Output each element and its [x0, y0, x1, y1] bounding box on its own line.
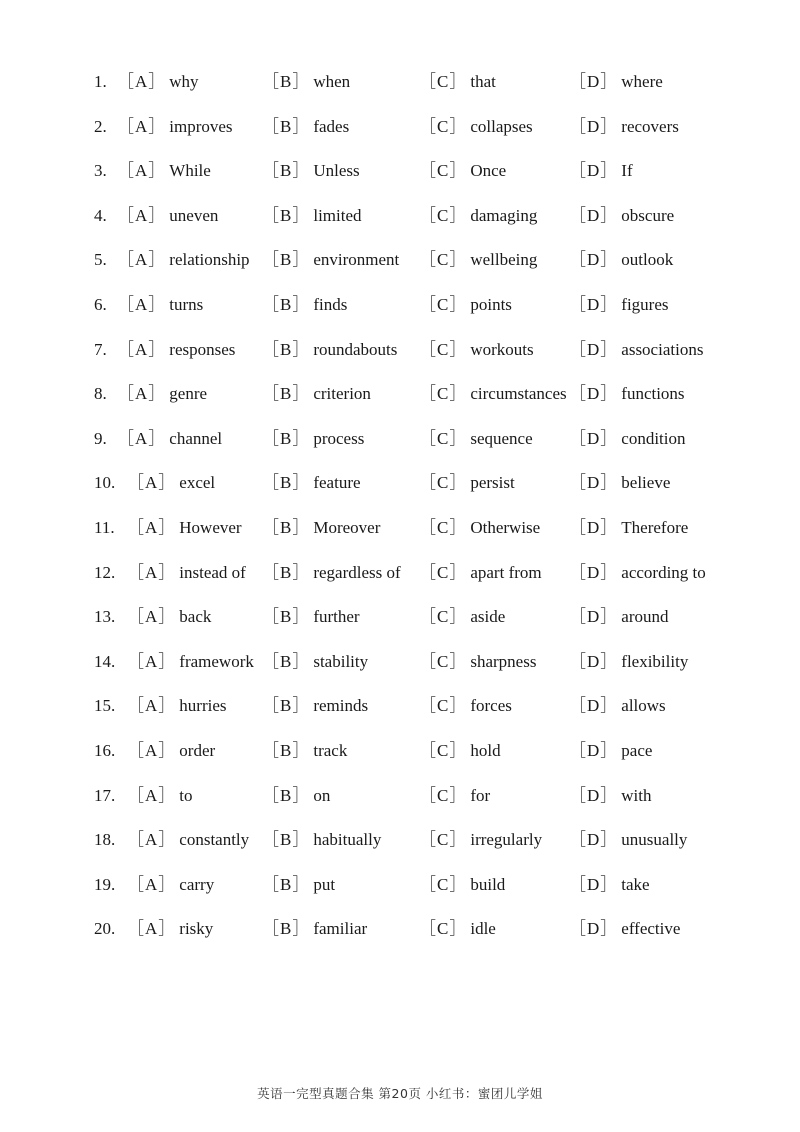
option-letter: ［ A ］: [117, 384, 169, 403]
option-text: reminds: [313, 696, 369, 716]
option-d: [569, 863, 650, 908]
option-text: channel: [169, 428, 223, 448]
option-c: [419, 551, 542, 596]
option-d: [569, 907, 680, 952]
option-text: why: [169, 72, 199, 91]
option-text: damaging: [470, 205, 538, 225]
option-letter: ［ A ］: [117, 117, 169, 136]
option-text: functions: [621, 384, 685, 404]
option-letter: ［ B ］: [262, 72, 313, 91]
option-text: uneven: [169, 205, 219, 225]
option-letter: ［ A ］: [117, 206, 169, 225]
option-b: [262, 640, 368, 685]
question-list: [0, 60, 800, 952]
option-d: [569, 461, 670, 506]
option-d: [569, 729, 652, 774]
option-letter: ［ B ］: [262, 830, 313, 849]
option-letter: ［ B ］: [262, 473, 313, 492]
question-number: 2.: [94, 116, 107, 136]
option-text: instead of: [179, 562, 246, 582]
option-a: [117, 60, 199, 105]
option-b: [262, 283, 347, 328]
option-letter: ［ D ］: [569, 696, 621, 715]
option-letter: ［ A ］: [117, 250, 169, 269]
option-text: effective: [621, 919, 681, 939]
option-text: constantly: [179, 830, 250, 850]
question-row: [0, 506, 800, 551]
question-row: [0, 551, 800, 596]
option-c: [419, 640, 536, 685]
option-text: roundabouts: [313, 339, 398, 359]
option-letter: ［ C ］: [419, 919, 470, 938]
option-letter: ［ B ］: [262, 563, 313, 582]
option-text: figures: [621, 294, 669, 314]
option-a: [127, 461, 215, 506]
option-a: [117, 238, 250, 283]
question-row: [0, 238, 800, 283]
question-number: 11.: [94, 517, 115, 537]
option-text: hold: [470, 740, 501, 760]
question-row: [0, 640, 800, 685]
option-c: [419, 372, 567, 417]
option-d: [569, 640, 688, 685]
option-letter: ［ C ］: [419, 340, 470, 359]
option-letter: ［ A ］: [127, 473, 179, 492]
option-letter: ［ D ］: [569, 295, 621, 314]
option-d: [569, 105, 679, 150]
question-row: [0, 194, 800, 239]
option-text: track: [313, 740, 348, 760]
option-letter: ［ C ］: [419, 563, 470, 582]
option-letter: ［ D ］: [569, 652, 621, 671]
option-letter: ［ D ］: [569, 161, 621, 180]
question-number: 5.: [94, 250, 107, 270]
question-number: 18.: [94, 830, 116, 850]
option-letter: ［ C ］: [419, 696, 470, 715]
question-row: [0, 372, 800, 417]
option-text: limited: [313, 205, 362, 225]
question-number: 9.: [94, 428, 107, 448]
option-letter: ［ C ］: [419, 741, 470, 760]
option-text: irregularly: [470, 830, 543, 850]
option-letter: ［ D ］: [569, 919, 621, 938]
option-letter: ［ C ］: [419, 206, 470, 225]
option-text: relationship: [169, 250, 250, 270]
option-a: [117, 194, 218, 239]
option-a: [127, 907, 213, 952]
option-text: regardless of: [313, 562, 401, 582]
option-text: circumstances: [470, 384, 567, 404]
option-letter: ［ B ］: [262, 518, 313, 537]
option-text: persist: [470, 473, 515, 493]
question-number: 20.: [94, 919, 116, 939]
page-footer: 英语一完型真题合集 第20页 小红书：蜜团儿学姐: [257, 1086, 543, 1101]
question-number: 17.: [94, 785, 116, 805]
option-c: [419, 461, 515, 506]
option-text: order: [179, 740, 216, 760]
question-row: [0, 907, 800, 952]
option-a: [127, 818, 249, 863]
option-letter: ［ D ］: [569, 875, 621, 894]
option-letter: ［ D ］: [569, 117, 621, 136]
option-letter: ［ B ］: [262, 384, 313, 403]
option-letter: ［ D ］: [569, 250, 621, 269]
option-letter: ［ D ］: [569, 473, 621, 492]
option-b: [262, 105, 349, 150]
option-text: when: [313, 72, 351, 91]
option-b: [262, 238, 399, 283]
option-letter: ［ D ］: [569, 830, 621, 849]
option-d: [569, 328, 703, 373]
option-b: [262, 907, 367, 952]
option-d: [569, 149, 633, 194]
option-a: [117, 149, 211, 194]
question-number: 19.: [94, 874, 116, 894]
option-letter: ［ D ］: [569, 607, 621, 626]
option-letter: ［ B ］: [262, 607, 313, 626]
option-c: [419, 283, 512, 328]
option-text: If: [621, 161, 633, 181]
option-letter: ［ A ］: [117, 429, 169, 448]
option-c: [419, 417, 533, 462]
question-number: 12.: [94, 562, 116, 582]
option-b: [262, 684, 368, 729]
option-letter: ［ C ］: [419, 295, 470, 314]
option-text: wellbeing: [470, 250, 538, 270]
option-letter: ［ A ］: [127, 696, 179, 715]
option-a: [127, 729, 215, 774]
option-text: responses: [169, 339, 236, 359]
option-text: fades: [313, 116, 350, 136]
option-d: [569, 417, 686, 462]
option-letter: ［ A ］: [127, 518, 179, 537]
option-letter: ［ B ］: [262, 161, 313, 180]
option-d: [569, 372, 685, 417]
question-row: [0, 417, 800, 462]
option-letter: ［ D ］: [569, 384, 621, 403]
option-a: [117, 283, 203, 328]
option-text: workouts: [470, 339, 534, 359]
option-d: [569, 818, 687, 863]
option-text: unusually: [621, 830, 688, 850]
option-c: [419, 684, 512, 729]
option-letter: ［ C ］: [419, 250, 470, 269]
option-d: [569, 774, 652, 819]
option-text: carry: [179, 874, 215, 894]
option-c: [419, 863, 505, 908]
option-b: [262, 595, 360, 640]
option-text: However: [179, 517, 242, 537]
option-letter: ［ A ］: [117, 72, 169, 91]
option-text: forces: [470, 696, 512, 716]
option-letter: ［ B ］: [262, 117, 313, 136]
option-a: [127, 774, 193, 819]
option-text: hurries: [179, 696, 227, 716]
option-a: [127, 863, 214, 908]
option-text: associations: [621, 339, 704, 359]
option-a: [127, 640, 254, 685]
question-number: 15.: [94, 696, 116, 716]
option-b: [262, 863, 335, 908]
question-row: [0, 863, 800, 908]
option-text: on: [313, 785, 331, 805]
option-letter: ［ A ］: [117, 295, 169, 314]
option-b: [262, 417, 364, 462]
option-a: [117, 372, 207, 417]
option-d: [569, 238, 673, 283]
option-text: points: [470, 294, 512, 314]
option-text: process: [313, 428, 365, 448]
option-text: recovers: [621, 116, 679, 136]
option-text: finds: [313, 294, 348, 314]
option-c: [419, 328, 534, 373]
option-c: [419, 238, 537, 283]
option-letter: ［ A ］: [127, 563, 179, 582]
option-letter: ［ B ］: [262, 741, 313, 760]
option-text: for: [470, 785, 491, 805]
option-text: Moreover: [313, 517, 381, 537]
question-row: [0, 684, 800, 729]
option-letter: ［ C ］: [419, 786, 470, 805]
option-letter: ［ D ］: [569, 786, 621, 805]
option-letter: ［ C ］: [419, 384, 470, 403]
option-letter: ［ A ］: [127, 830, 179, 849]
option-text: Once: [470, 161, 507, 181]
option-b: [262, 774, 330, 819]
option-text: While: [169, 161, 211, 181]
question-number: 16.: [94, 740, 116, 760]
option-letter: ［ B ］: [262, 206, 313, 225]
option-letter: ［ B ］: [262, 250, 313, 269]
option-letter: ［ C ］: [419, 72, 470, 91]
question-row: [0, 774, 800, 819]
option-letter: ［ B ］: [262, 340, 313, 359]
option-text: believe: [621, 473, 671, 493]
option-b: [262, 60, 350, 105]
option-d: [569, 506, 688, 551]
option-c: [419, 907, 496, 952]
option-text: Otherwise: [470, 517, 541, 537]
option-text: take: [621, 874, 650, 894]
question-row: [0, 461, 800, 506]
option-letter: ［ A ］: [127, 919, 179, 938]
option-text: stability: [313, 651, 369, 671]
option-text: condition: [621, 428, 686, 448]
question-row: [0, 283, 800, 328]
option-b: [262, 461, 361, 506]
option-c: [419, 818, 542, 863]
option-c: [419, 595, 505, 640]
option-text: criterion: [313, 384, 371, 404]
option-letter: ［ A ］: [117, 340, 169, 359]
option-a: [117, 417, 222, 462]
question-row: [0, 105, 800, 150]
option-a: [117, 328, 235, 373]
option-text: idle: [470, 919, 496, 939]
question-number: 4.: [94, 205, 107, 225]
option-letter: ［ A ］: [127, 875, 179, 894]
question-row: [0, 60, 800, 105]
option-letter: ［ D ］: [569, 563, 621, 582]
option-text: back: [179, 607, 212, 627]
option-letter: ［ D ］: [569, 518, 621, 537]
option-letter: ［ C ］: [419, 875, 470, 894]
option-letter: ［ D ］: [569, 206, 621, 225]
option-letter: ［ B ］: [262, 295, 313, 314]
option-text: according to: [621, 562, 706, 582]
option-b: [262, 328, 397, 373]
option-c: [419, 506, 540, 551]
option-letter: ［ A ］: [127, 607, 179, 626]
option-text: familiar: [313, 919, 368, 939]
option-d: [569, 551, 706, 596]
option-text: flexibility: [621, 651, 689, 671]
option-letter: ［ D ］: [569, 340, 621, 359]
option-letter: ［ C ］: [419, 518, 470, 537]
option-b: [262, 506, 380, 551]
option-letter: ［ C ］: [419, 429, 470, 448]
option-text: build: [470, 874, 506, 894]
option-text: pace: [621, 740, 653, 760]
option-d: [569, 283, 669, 328]
option-letter: ［ B ］: [262, 919, 313, 938]
option-text: put: [313, 874, 336, 894]
question-number: 10.: [94, 473, 116, 493]
option-text: habitually: [313, 830, 382, 850]
question-number: 8.: [94, 384, 107, 404]
option-text: aside: [470, 607, 506, 627]
option-letter: ［ B ］: [262, 429, 313, 448]
option-text: Unless: [313, 161, 360, 181]
option-b: [262, 372, 371, 417]
option-a: [127, 551, 246, 596]
option-letter: ［ C ］: [419, 652, 470, 671]
option-text: framework: [179, 651, 254, 671]
option-text: allows: [621, 696, 666, 716]
option-letter: ［ A ］: [117, 161, 169, 180]
option-letter: ［ C ］: [419, 607, 470, 626]
option-letter: ［ B ］: [262, 875, 313, 894]
question-row: [0, 729, 800, 774]
option-letter: ［ B ］: [262, 786, 313, 805]
option-d: [569, 684, 666, 729]
question-row: [0, 328, 800, 373]
question-row: [0, 149, 800, 194]
option-letter: ［ C ］: [419, 117, 470, 136]
option-c: [419, 194, 537, 239]
option-text: further: [313, 607, 360, 627]
question-number: 6.: [94, 294, 107, 314]
option-text: around: [621, 607, 669, 627]
option-letter: ［ B ］: [262, 652, 313, 671]
option-text: excel: [179, 473, 216, 493]
option-text: collapses: [470, 116, 533, 136]
option-text: where: [621, 72, 663, 91]
option-d: [569, 595, 669, 640]
option-letter: ［ A ］: [127, 786, 179, 805]
option-b: [262, 551, 401, 596]
option-text: feature: [313, 473, 361, 493]
option-a: [127, 595, 211, 640]
question-number: 1.: [94, 72, 107, 91]
option-text: Therefore: [621, 517, 689, 537]
option-text: that: [470, 72, 496, 91]
option-text: genre: [169, 384, 208, 404]
option-letter: ［ D ］: [569, 72, 621, 91]
option-text: outlook: [621, 250, 674, 270]
option-b: [262, 194, 362, 239]
option-letter: ［ C ］: [419, 830, 470, 849]
option-b: [262, 149, 360, 194]
option-letter: ［ D ］: [569, 741, 621, 760]
option-letter: ［ B ］: [262, 696, 313, 715]
option-c: [419, 149, 506, 194]
option-d: [569, 60, 663, 105]
question-number: 14.: [94, 651, 116, 671]
option-text: risky: [179, 919, 214, 939]
option-letter: ［ A ］: [127, 652, 179, 671]
option-a: [127, 506, 242, 551]
option-a: [127, 684, 227, 729]
option-c: [419, 60, 496, 105]
option-letter: ［ A ］: [127, 741, 179, 760]
question-number: 13.: [94, 607, 116, 627]
option-text: improves: [169, 116, 233, 136]
option-letter: ［ C ］: [419, 473, 470, 492]
question-row: [0, 818, 800, 863]
option-text: to: [179, 785, 193, 805]
option-text: apart from: [470, 562, 542, 582]
option-letter: ［ D ］: [569, 429, 621, 448]
option-d: [569, 194, 674, 239]
option-c: [419, 729, 501, 774]
option-text: sharpness: [470, 651, 537, 671]
option-text: environment: [313, 250, 400, 270]
option-text: with: [621, 785, 652, 805]
option-text: obscure: [621, 205, 675, 225]
option-c: [419, 774, 490, 819]
option-text: turns: [169, 294, 204, 314]
option-a: [117, 105, 233, 150]
option-letter: ［ C ］: [419, 161, 470, 180]
option-b: [262, 818, 381, 863]
option-b: [262, 729, 347, 774]
option-text: sequence: [470, 428, 533, 448]
question-number: 3.: [94, 161, 107, 181]
option-c: [419, 105, 533, 150]
question-number: 7.: [94, 339, 107, 359]
question-row: [0, 595, 800, 640]
